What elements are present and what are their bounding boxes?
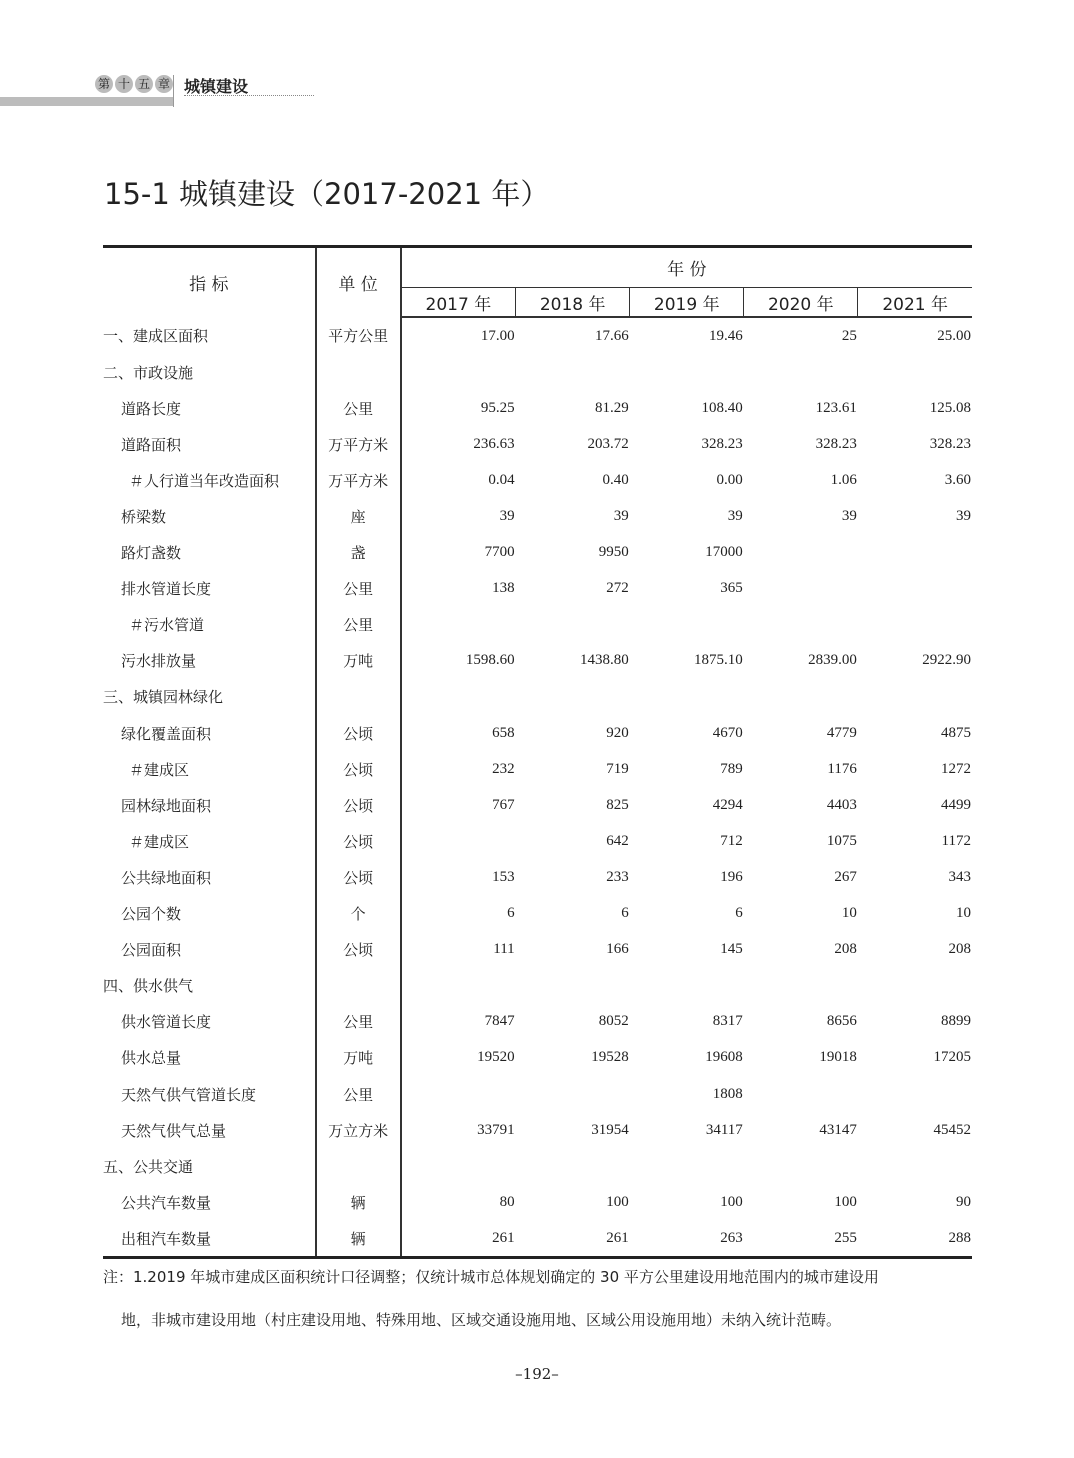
indicator-name: 公园面积 [121, 941, 182, 960]
indicator-name: 公共绿地面积 [121, 868, 212, 887]
table-row [103, 390, 972, 426]
unit-cell: 万平方米 [316, 426, 401, 462]
value-cell [516, 1148, 630, 1184]
value-cell: 39 [613, 508, 629, 525]
value-cell [401, 968, 516, 1004]
indicator-cell [103, 1148, 316, 1184]
value-cell: 19018 [819, 1049, 857, 1066]
table-row [103, 1076, 972, 1112]
year-header: 2018 年 [516, 288, 630, 318]
table-row [103, 932, 972, 968]
indicator-cell [103, 607, 316, 643]
value-cell: 90 [956, 1193, 971, 1210]
value-cell: 7847 [484, 1013, 515, 1030]
indicator-name: 污水排放量 [121, 652, 197, 671]
indicator-name: 公共汽车数量 [121, 1193, 212, 1212]
table-row [103, 354, 972, 390]
indicator-name: 路灯盏数 [121, 544, 182, 563]
value-cell: 4875 [941, 724, 971, 741]
value-cell: 267 [834, 868, 857, 885]
value-cell: 25.00 [937, 327, 971, 344]
value-cell: 233 [606, 868, 629, 885]
indicator-name: 供水管道长度 [121, 1013, 212, 1032]
value-cell [744, 1076, 858, 1112]
indicator-cell [103, 643, 316, 679]
value-cell: 17.00 [480, 327, 515, 344]
header-divider [173, 75, 174, 107]
value-cell: 111 [493, 941, 515, 958]
indicator-cell [103, 715, 316, 751]
unit-cell [316, 679, 401, 715]
unit-cell: 座 [316, 498, 401, 534]
indicator-name: 公园个数 [121, 905, 182, 924]
value-cell: 145 [720, 941, 743, 958]
indicator-cell [103, 390, 316, 426]
value-cell [630, 679, 744, 715]
data-table [103, 245, 972, 1259]
unit-cell: 公里 [316, 607, 401, 643]
value-cell: 31954 [591, 1121, 629, 1138]
value-cell [401, 823, 516, 859]
value-cell: 328.23 [815, 435, 857, 452]
value-cell: 80 [499, 1193, 515, 1210]
footnote-continued: 地，非城市建设用地（村庄建设用地、特殊用地、区域交通设施用地、区域公用设施用地）未纳入统计范畴。 [121, 1311, 842, 1329]
value-cell: 33791 [477, 1121, 515, 1138]
value-cell: 0.00 [716, 471, 743, 488]
value-cell: 100 [720, 1193, 743, 1210]
indicator-cell [103, 571, 316, 607]
value-cell: 6 [735, 905, 743, 922]
value-cell: 7700 [484, 544, 515, 561]
value-cell: 4403 [826, 796, 857, 813]
indicator-cell [103, 787, 316, 823]
value-cell: 719 [606, 760, 629, 777]
unit-cell [316, 968, 401, 1004]
table-row [103, 498, 972, 534]
indicator-cell [103, 354, 316, 390]
value-cell: 125.08 [929, 399, 971, 416]
indicator-cell [103, 751, 316, 787]
value-cell [744, 607, 858, 643]
unit-cell: 公顷 [316, 932, 401, 968]
indicator-name: 园林绿地面积 [121, 796, 212, 815]
indicator-name: 绿化覆盖面积 [121, 724, 212, 743]
value-cell: 1.06 [830, 471, 857, 488]
indicator-cell [103, 968, 316, 1004]
value-cell: 2922.90 [922, 652, 971, 669]
chapter-char: 章 [155, 75, 173, 93]
unit-cell [316, 354, 401, 390]
indicator-name: 五、公共交通 [103, 1157, 194, 1176]
indicator-cell [103, 462, 316, 498]
value-cell: 9950 [598, 544, 629, 561]
year-header: 2020 年 [744, 288, 858, 318]
value-cell: 17205 [933, 1049, 971, 1066]
value-cell: 1438.80 [579, 652, 629, 669]
value-cell: 328.23 [929, 435, 971, 452]
unit-cell: 公里 [316, 1076, 401, 1112]
indicator-name: 排水管道长度 [121, 580, 212, 599]
section-title: 城镇建设 [184, 77, 249, 96]
table-row [103, 1004, 972, 1040]
indicator-name: ＃建成区 [129, 760, 190, 779]
value-cell: 288 [948, 1229, 971, 1246]
unit-cell: 万平方米 [316, 462, 401, 498]
indicator-cell [103, 426, 316, 462]
value-cell [858, 607, 972, 643]
col-indicator: 指 标 [103, 247, 316, 318]
value-cell: 17.66 [594, 327, 629, 344]
indicator-cell [103, 535, 316, 571]
chapter-char: 五 [135, 75, 153, 93]
indicator-name: ＃人行道当年改造面积 [129, 471, 280, 490]
unit-cell: 辆 [316, 1184, 401, 1220]
unit-cell: 万吨 [316, 1040, 401, 1076]
table-row [103, 571, 972, 607]
value-cell [630, 968, 744, 1004]
value-cell: 25 [841, 327, 857, 344]
value-cell: 19520 [477, 1049, 515, 1066]
indicator-name: 四、供水供气 [103, 977, 194, 996]
unit-cell: 公里 [316, 390, 401, 426]
value-cell [858, 1076, 972, 1112]
unit-cell: 个 [316, 896, 401, 932]
value-cell [744, 354, 858, 390]
indicator-name: 天然气供气管道长度 [121, 1085, 257, 1104]
table-row [103, 607, 972, 643]
table-row [103, 859, 972, 895]
value-cell [858, 679, 972, 715]
value-cell: 365 [720, 580, 743, 597]
value-cell: 153 [492, 868, 515, 885]
value-cell: 45452 [933, 1121, 971, 1138]
value-cell: 39 [956, 508, 971, 525]
table-row [103, 317, 972, 354]
table-row [103, 462, 972, 498]
value-cell: 100 [834, 1193, 857, 1210]
indicator-name: 出租汽车数量 [121, 1229, 212, 1248]
indicator-name: 天然气供气总量 [121, 1121, 227, 1140]
value-cell: 712 [720, 832, 743, 849]
value-cell: 108.40 [701, 399, 743, 416]
table-row [103, 1148, 972, 1184]
page-number: –192– [515, 1365, 559, 1383]
value-cell: 34117 [705, 1121, 743, 1138]
value-cell: 8899 [941, 1013, 971, 1030]
value-cell: 328.23 [701, 435, 743, 452]
table-row [103, 1040, 972, 1076]
value-cell: 1176 [827, 760, 857, 777]
value-cell: 39 [499, 508, 515, 525]
value-cell: 343 [948, 868, 971, 885]
table-row [103, 787, 972, 823]
value-cell [630, 354, 744, 390]
value-cell: 138 [492, 580, 515, 597]
chapter-label [95, 75, 173, 93]
table-row [103, 896, 972, 932]
value-cell [401, 354, 516, 390]
value-cell: 825 [606, 796, 629, 813]
value-cell [401, 1148, 516, 1184]
value-cell [516, 679, 630, 715]
value-cell: 39 [727, 508, 743, 525]
indicator-cell [103, 317, 316, 354]
value-cell: 10 [956, 905, 971, 922]
value-cell: 95.25 [480, 399, 515, 416]
value-cell: 4499 [941, 796, 971, 813]
unit-cell: 万立方米 [316, 1112, 401, 1148]
unit-cell: 公顷 [316, 751, 401, 787]
table-row [103, 823, 972, 859]
indicator-cell [103, 932, 316, 968]
value-cell: 100 [606, 1193, 629, 1210]
value-cell: 658 [492, 724, 515, 741]
indicator-name: 供水总量 [121, 1049, 182, 1068]
value-cell: 203.72 [587, 435, 629, 452]
col-years: 年 份 [667, 260, 707, 280]
value-cell: 1272 [941, 760, 971, 777]
value-cell [858, 535, 972, 571]
unit-cell: 公顷 [316, 715, 401, 751]
value-cell: 3.60 [944, 471, 971, 488]
indicator-cell [103, 498, 316, 534]
value-cell [401, 1076, 516, 1112]
value-cell: 196 [720, 868, 743, 885]
table-row [103, 1220, 972, 1258]
indicator-name: 二、市政设施 [103, 363, 194, 382]
value-cell: 81.29 [594, 399, 629, 416]
value-cell: 0.04 [488, 471, 515, 488]
value-cell: 10 [841, 905, 857, 922]
indicator-cell [103, 1220, 316, 1258]
value-cell: 6 [621, 905, 629, 922]
indicator-cell [103, 1184, 316, 1220]
indicator-cell [103, 1040, 316, 1076]
indicator-cell [103, 1076, 316, 1112]
value-cell: 19528 [591, 1049, 629, 1066]
unit-cell: 辆 [316, 1220, 401, 1258]
value-cell: 263 [720, 1229, 743, 1246]
value-cell: 261 [492, 1229, 515, 1246]
year-header: 2017 年 [401, 288, 516, 318]
indicator-name: ＃污水管道 [129, 616, 205, 635]
table-row [103, 968, 972, 1004]
indicator-name: 道路长度 [121, 399, 182, 418]
value-cell: 232 [492, 760, 515, 777]
value-cell: 920 [606, 724, 629, 741]
value-cell: 4779 [826, 724, 857, 741]
indicator-name: 桥梁数 [121, 508, 167, 527]
value-cell: 1875.10 [694, 652, 743, 669]
value-cell [401, 607, 516, 643]
chapter-char: 十 [115, 75, 133, 93]
value-cell: 236.63 [473, 435, 515, 452]
indicator-cell [103, 1004, 316, 1040]
value-cell: 1808 [712, 1085, 743, 1102]
value-cell: 8317 [712, 1013, 743, 1030]
value-cell: 166 [606, 941, 629, 958]
value-cell: 0.40 [602, 471, 629, 488]
value-cell: 4294 [712, 796, 743, 813]
indicator-name: 道路面积 [121, 435, 182, 454]
table-row [103, 679, 972, 715]
indicator-cell [103, 859, 316, 895]
table-row [103, 715, 972, 751]
value-cell [744, 535, 858, 571]
value-cell [744, 679, 858, 715]
value-cell: 1075 [826, 832, 857, 849]
value-cell [858, 571, 972, 607]
value-cell [630, 607, 744, 643]
header-bar [0, 97, 173, 106]
value-cell [401, 679, 516, 715]
value-cell: 208 [948, 941, 971, 958]
value-cell [516, 1076, 630, 1112]
value-cell [858, 968, 972, 1004]
header-dotted-rule [184, 95, 314, 96]
value-cell: 2839.00 [808, 652, 857, 669]
year-header: 2019 年 [630, 288, 744, 318]
value-cell: 8052 [598, 1013, 629, 1030]
year-header: 2021 年 [858, 288, 972, 318]
table-row [103, 643, 972, 679]
value-cell [744, 1148, 858, 1184]
value-cell [630, 1148, 744, 1184]
value-cell: 1172 [941, 832, 971, 849]
table-row [103, 535, 972, 571]
unit-cell: 公顷 [316, 823, 401, 859]
value-cell: 6 [507, 905, 515, 922]
value-cell [744, 968, 858, 1004]
value-cell [858, 354, 972, 390]
value-cell: 767 [492, 796, 515, 813]
value-cell [858, 1148, 972, 1184]
value-cell: 8656 [826, 1013, 857, 1030]
value-cell: 19.46 [709, 327, 743, 344]
value-cell: 272 [606, 580, 629, 597]
indicator-cell [103, 896, 316, 932]
table-row [103, 426, 972, 462]
indicator-name: 三、城镇园林绿化 [103, 688, 224, 707]
unit-cell: 公顷 [316, 787, 401, 823]
value-cell: 123.61 [815, 399, 857, 416]
value-cell: 261 [606, 1229, 629, 1246]
indicator-cell [103, 679, 316, 715]
indicator-name: 一、建成区面积 [103, 327, 209, 346]
indicator-name: ＃建成区 [129, 832, 190, 851]
col-unit: 单 位 [316, 247, 401, 318]
value-cell: 642 [606, 832, 629, 849]
footnote: 注：1.2019 年城市建成区面积统计口径调整；仅统计城市总体规划确定的 30 平方公里建设用地范围内的城市建设用 [103, 1268, 879, 1286]
unit-cell: 平方公里 [316, 317, 401, 354]
value-cell: 1598.60 [465, 652, 515, 669]
unit-cell: 公里 [316, 571, 401, 607]
value-cell: 4670 [712, 724, 743, 741]
value-cell: 39 [841, 508, 857, 525]
value-cell: 17000 [705, 544, 743, 561]
value-cell [516, 354, 630, 390]
indicator-cell [103, 823, 316, 859]
table-row [103, 751, 972, 787]
value-cell: 19608 [705, 1049, 743, 1066]
chapter-char: 第 [95, 75, 113, 93]
table-row [103, 1112, 972, 1148]
unit-cell: 万吨 [316, 643, 401, 679]
value-cell: 208 [834, 941, 857, 958]
table-row [103, 1184, 972, 1220]
value-cell [516, 968, 630, 1004]
indicator-cell [103, 1112, 316, 1148]
page-title: 15-1 城镇建设（2017-2021 年） [104, 177, 550, 211]
value-cell: 43147 [819, 1121, 857, 1138]
value-cell [516, 607, 630, 643]
unit-cell: 盏 [316, 535, 401, 571]
value-cell [744, 571, 858, 607]
value-cell: 789 [720, 760, 743, 777]
unit-cell: 公里 [316, 1004, 401, 1040]
unit-cell [316, 1148, 401, 1184]
unit-cell: 公顷 [316, 859, 401, 895]
value-cell: 255 [834, 1229, 857, 1246]
